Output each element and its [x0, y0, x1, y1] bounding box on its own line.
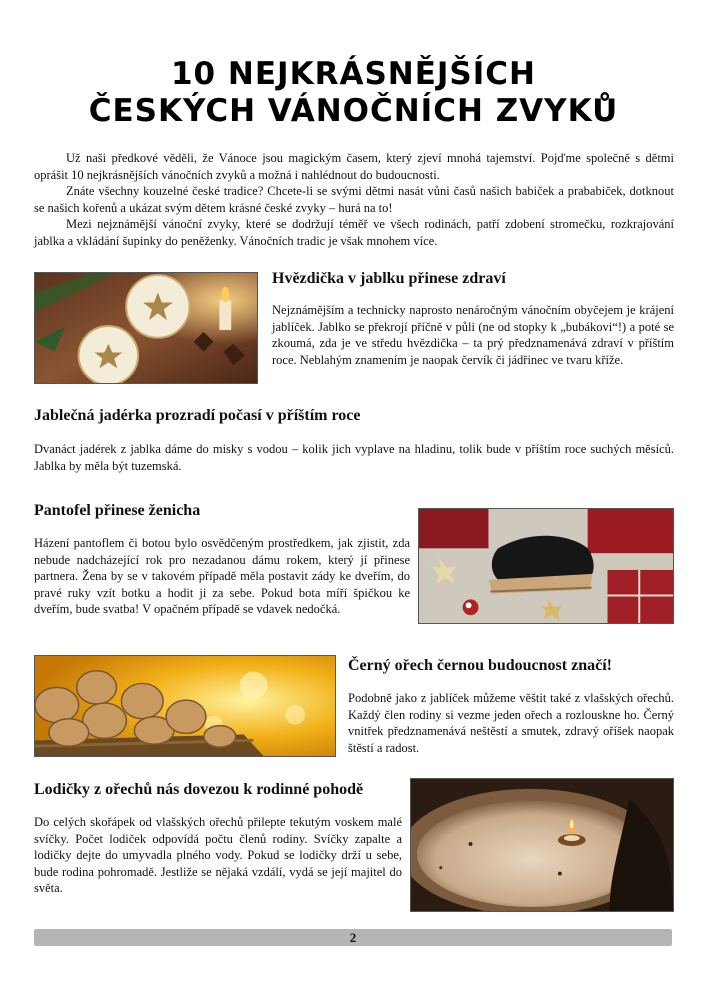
nut-boats-image: [410, 778, 674, 912]
section-text: Dvanáct jadérek z jablka dáme do misky s vodou – kolik jich vyplave na hladinu, tolik bude v příštím roce suchých měsíců. Jablka by měla být tuzemská.: [34, 442, 674, 473]
section-heading: Jablečná jadérka prozradí počasí v příštím roce: [34, 407, 361, 424]
intro-paragraph: Mezi nejznámější vánoční zvyky, které se dodržují téměř ve všech rodinách, patří zdobení stromečku, rozkrajování jablka a vkládání šupinky do peněženky. Vánočních tradic je však mnohem více.: [34, 217, 674, 248]
page-title-line-1: 10 NEJKRÁSNĚJŠÍCH: [170, 56, 536, 92]
intro-paragraph: Už naši předkové věděli, že Vánoce jsou magickým časem, který zjeví mnohá tajemství. Pojďme společně s dětmi oprášit 10 nejkrásnějších vánočních zvyků a možná i nahlédnout do budoucnosti.: [34, 151, 674, 182]
section-text: Podobně jako z jablíček můžeme věštit také z vlašských ořechů. Každý člen rodiny si vezme jeden ořech a rozlouskne ho. Černý vnitřek předznamenává neštěstí a smutek, zdravý oříšek naopak štěstí a radost.: [348, 691, 674, 755]
page-number: 2: [349, 930, 357, 945]
section-text: Nejznámějším a technicky naprosto nenáročným vánočním obyčejem je krájení jablíček. Jablko se překrojí příčně v půli (ne od stopky k „bubákovi“!) a poté se zkoumá, zda je ve středu hvězdička – ta prý předznamenává zdraví v příštím roce. Neblahým znamením je naopak červík či jádřinec ve tvaru kříže.: [272, 303, 674, 367]
apple-star-image: [34, 272, 258, 384]
page-footer: [34, 929, 672, 946]
section-text: Házení pantoflem či botou bylo osvědčeným prostředkem, jak zjistit, zda nebude nadcházející rok pro nezadanou dámu rokem, který jí přinese partnera. Žena by se v takovém případě měla postavit zády ke dveřím, do pravé ruky vzít botku a hodit ji za sebe. Pokud bota míří špičkou ke dveřím, bude svatba! V opačném případě se vdavek nedočká.: [34, 536, 410, 616]
intro-text: [34, 150, 674, 249]
section-heading: Pantofel přinese ženicha: [34, 502, 201, 519]
section-heading: Hvězdička v jablku přinese zdraví: [272, 270, 506, 287]
section-heading: Černý ořech černou budoucnost značí!: [348, 657, 612, 674]
section-text: Do celých skořápek od vlašských ořechů přilepte tekutým voskem malé svíčky. Počet lodiček odpovídá počtu členů rodiny. Svíčky zapalte a lodičky dejte do umyvadla plného vody. Pokud se lodičky drží u sebe, bude rodina pohromadě. Jestliže se nějaká vzdálí, vydá se její majitel do světa.: [34, 815, 402, 895]
walnuts-image: [34, 655, 336, 757]
slipper-image: [418, 508, 674, 624]
page-title: [0, 56, 707, 130]
intro-paragraph: Znáte všechny kouzelné české tradice? Chcete-li se svými dětmi nasát vůni časů našich babiček a prababiček, dotknout se našich kořenů a ukázat svým dětem krásné české zvyky – hurá na to!: [34, 184, 674, 215]
section-heading: Lodičky z ořechů nás dovezou k rodinné pohodě: [34, 781, 364, 798]
page-title-line-2: ČESKÝCH VÁNOČNÍCH ZVYKŮ: [88, 93, 619, 129]
